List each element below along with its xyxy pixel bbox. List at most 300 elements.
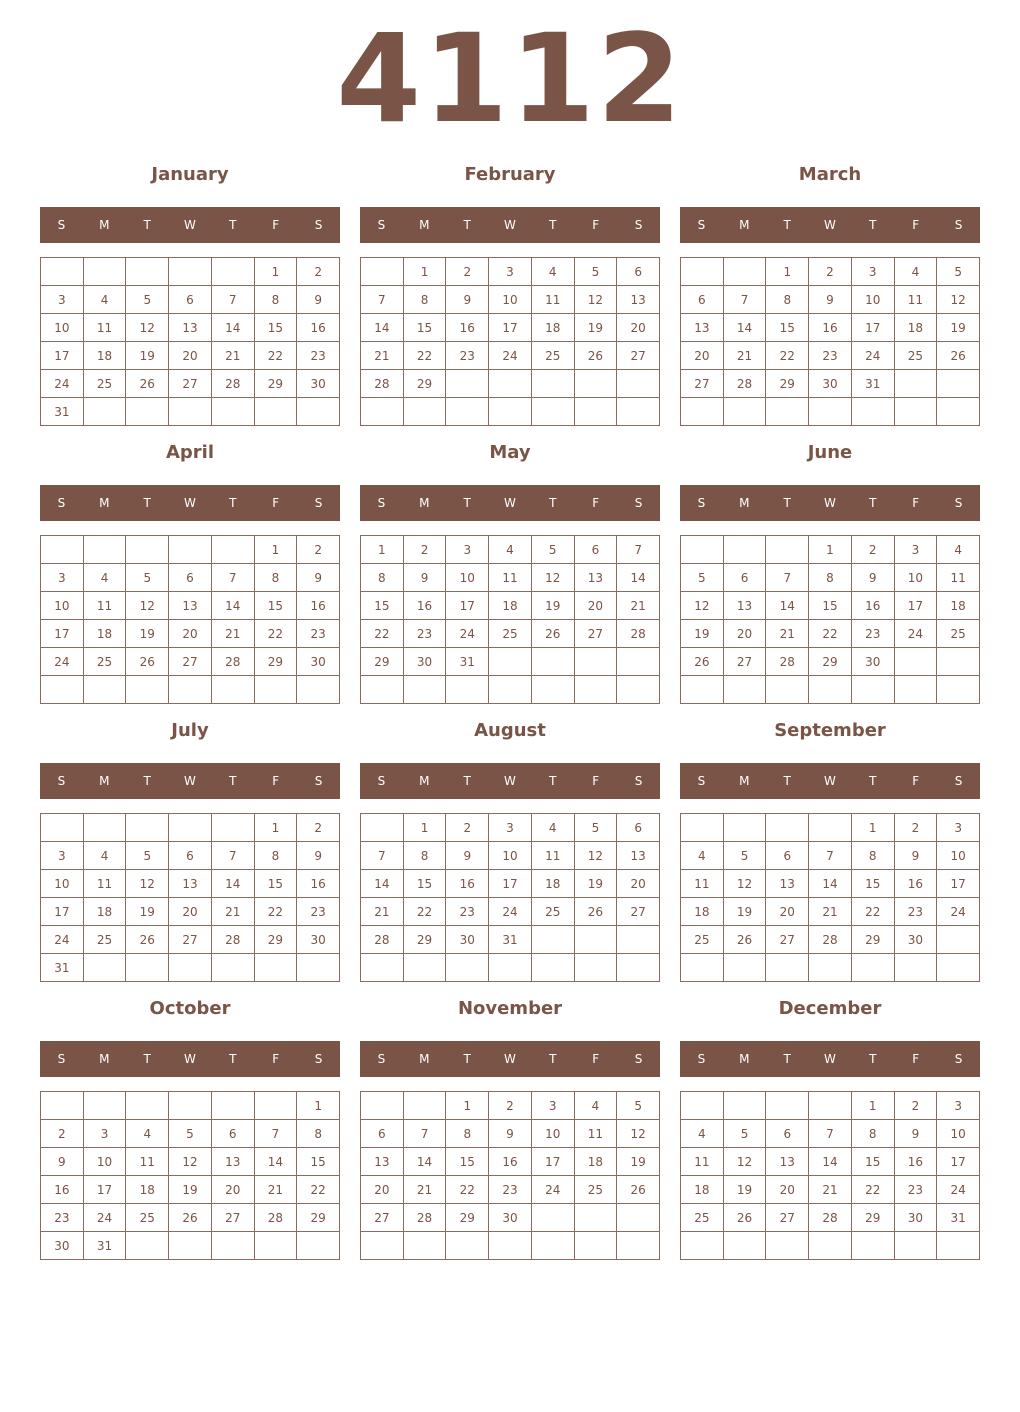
weekday-label: T — [783, 774, 791, 788]
weekday-label: W — [504, 218, 516, 232]
day-cell: 25 — [126, 1204, 169, 1232]
day-cell: 12 — [126, 592, 169, 620]
day-cell: 10 — [41, 592, 84, 620]
weekday-label: F — [912, 774, 920, 788]
day-cell: 26 — [937, 342, 980, 370]
weekday-label: S — [314, 774, 323, 788]
day-cell: 16 — [446, 870, 489, 898]
day-cell: 28 — [766, 648, 809, 676]
day-cell: 13 — [724, 592, 767, 620]
day-cell: 28 — [809, 1204, 852, 1232]
day-cell: 16 — [446, 314, 489, 342]
day-cell: 9 — [852, 564, 895, 592]
day-cell — [169, 258, 212, 286]
day-cell: 4 — [126, 1120, 169, 1148]
day-cell: 17 — [489, 870, 532, 898]
day-cell: 10 — [41, 870, 84, 898]
day-cell — [361, 1092, 404, 1120]
day-cell: 13 — [766, 870, 809, 898]
day-cell: 10 — [937, 842, 980, 870]
day-cell: 7 — [404, 1120, 447, 1148]
day-cell — [895, 398, 938, 426]
day-cell — [766, 1092, 809, 1120]
day-cell: 20 — [617, 870, 660, 898]
day-cell: 22 — [255, 620, 298, 648]
day-cell: 10 — [446, 564, 489, 592]
day-cell — [809, 676, 852, 704]
day-cell: 31 — [937, 1204, 980, 1232]
day-cell: 27 — [361, 1204, 404, 1232]
day-cell — [809, 814, 852, 842]
day-cell: 22 — [404, 898, 447, 926]
day-cell — [446, 954, 489, 982]
day-cell: 31 — [489, 926, 532, 954]
day-cell: 23 — [41, 1204, 84, 1232]
weekday-label: W — [184, 496, 196, 510]
day-cell — [212, 536, 255, 564]
day-grid — [360, 535, 660, 704]
weekday-header — [680, 207, 980, 243]
day-cell — [617, 1204, 660, 1232]
weekday-label: T — [869, 218, 877, 232]
day-cell: 3 — [937, 814, 980, 842]
day-cell: 20 — [724, 620, 767, 648]
day-cell: 7 — [809, 1120, 852, 1148]
weekday-label: T — [549, 218, 557, 232]
day-cell: 29 — [361, 648, 404, 676]
month-name: November — [457, 998, 563, 1019]
day-cell: 8 — [255, 842, 298, 870]
day-cell: 12 — [724, 870, 767, 898]
day-cell: 26 — [126, 370, 169, 398]
day-cell: 30 — [809, 370, 852, 398]
day-cell: 18 — [532, 870, 575, 898]
day-cell — [84, 676, 127, 704]
day-cell: 12 — [617, 1120, 660, 1148]
day-cell: 15 — [766, 314, 809, 342]
day-cell: 1 — [766, 258, 809, 286]
day-cell: 17 — [41, 898, 84, 926]
day-cell — [489, 954, 532, 982]
day-cell: 13 — [766, 1148, 809, 1176]
day-cell: 19 — [126, 342, 169, 370]
day-cell: 15 — [255, 870, 298, 898]
day-cell: 18 — [681, 1176, 724, 1204]
weekday-label: F — [272, 218, 280, 232]
weekday-label: T — [143, 496, 151, 510]
day-cell — [724, 398, 767, 426]
day-cell: 28 — [724, 370, 767, 398]
month-name: December — [778, 998, 882, 1019]
day-cell: 4 — [681, 842, 724, 870]
day-cell: 13 — [169, 870, 212, 898]
day-cell: 15 — [809, 592, 852, 620]
day-cell — [575, 648, 618, 676]
day-cell: 1 — [255, 814, 298, 842]
weekday-label: M — [739, 1052, 750, 1066]
day-cell: 29 — [255, 926, 298, 954]
day-cell: 29 — [404, 926, 447, 954]
day-cell: 9 — [404, 564, 447, 592]
weekday-header — [40, 485, 340, 521]
day-cell — [404, 676, 447, 704]
day-cell: 11 — [575, 1120, 618, 1148]
weekday-label: M — [739, 496, 750, 510]
day-cell — [489, 676, 532, 704]
day-cell: 15 — [255, 314, 298, 342]
day-cell: 17 — [937, 1148, 980, 1176]
day-cell: 9 — [895, 842, 938, 870]
weekday-label: S — [697, 774, 706, 788]
day-cell — [297, 1232, 340, 1260]
day-cell — [169, 1232, 212, 1260]
day-cell: 5 — [681, 564, 724, 592]
weekday-label: M — [99, 218, 110, 232]
day-cell — [446, 398, 489, 426]
day-cell: 15 — [255, 592, 298, 620]
day-cell: 26 — [724, 926, 767, 954]
day-cell: 13 — [169, 592, 212, 620]
day-cell: 26 — [575, 898, 618, 926]
day-cell: 17 — [41, 342, 84, 370]
day-cell — [724, 1092, 767, 1120]
day-cell — [532, 954, 575, 982]
day-cell — [937, 398, 980, 426]
day-cell: 23 — [404, 620, 447, 648]
day-cell: 4 — [937, 536, 980, 564]
day-cell: 25 — [532, 342, 575, 370]
day-cell: 1 — [852, 1092, 895, 1120]
day-cell: 31 — [41, 398, 84, 426]
weekday-header — [680, 485, 980, 521]
day-cell — [724, 676, 767, 704]
day-cell: 1 — [361, 536, 404, 564]
day-cell — [852, 398, 895, 426]
weekday-label: S — [697, 218, 706, 232]
day-cell — [404, 1092, 447, 1120]
day-cell: 22 — [852, 1176, 895, 1204]
day-cell: 17 — [532, 1148, 575, 1176]
weekday-header — [680, 1041, 980, 1077]
day-cell: 4 — [84, 564, 127, 592]
day-cell: 26 — [126, 926, 169, 954]
day-cell — [84, 398, 127, 426]
day-cell: 8 — [255, 286, 298, 314]
day-cell: 1 — [404, 814, 447, 842]
day-cell — [895, 1232, 938, 1260]
day-cell: 6 — [617, 258, 660, 286]
weekday-label: W — [504, 496, 516, 510]
day-cell — [532, 1204, 575, 1232]
day-cell — [766, 536, 809, 564]
day-cell — [766, 398, 809, 426]
day-cell: 24 — [532, 1176, 575, 1204]
weekday-label: F — [592, 218, 600, 232]
day-cell — [84, 536, 127, 564]
weekday-label: M — [99, 496, 110, 510]
weekday-label: W — [824, 774, 836, 788]
day-cell: 20 — [766, 898, 809, 926]
day-cell: 8 — [852, 1120, 895, 1148]
day-cell: 26 — [532, 620, 575, 648]
day-cell — [937, 926, 980, 954]
day-cell: 16 — [297, 314, 340, 342]
day-cell: 2 — [895, 1092, 938, 1120]
day-cell — [212, 258, 255, 286]
day-cell: 26 — [575, 342, 618, 370]
day-cell: 3 — [852, 258, 895, 286]
day-cell: 2 — [297, 536, 340, 564]
day-cell — [297, 954, 340, 982]
day-cell: 10 — [41, 314, 84, 342]
weekday-label: S — [697, 496, 706, 510]
day-cell: 28 — [809, 926, 852, 954]
day-cell: 10 — [895, 564, 938, 592]
day-cell — [169, 536, 212, 564]
weekday-label: T — [463, 1052, 471, 1066]
day-cell: 20 — [681, 342, 724, 370]
day-cell: 20 — [169, 898, 212, 926]
day-cell — [937, 370, 980, 398]
day-cell: 11 — [84, 592, 127, 620]
day-cell — [532, 676, 575, 704]
day-cell — [617, 926, 660, 954]
day-cell: 10 — [489, 842, 532, 870]
day-cell: 7 — [212, 286, 255, 314]
day-cell: 22 — [852, 898, 895, 926]
day-cell: 23 — [895, 898, 938, 926]
weekday-label: S — [57, 1052, 66, 1066]
weekday-label: T — [143, 1052, 151, 1066]
day-cell: 7 — [212, 564, 255, 592]
weekday-label: M — [99, 774, 110, 788]
day-cell: 18 — [532, 314, 575, 342]
day-cell — [255, 676, 298, 704]
day-cell — [169, 954, 212, 982]
day-cell: 21 — [809, 1176, 852, 1204]
day-cell: 21 — [255, 1176, 298, 1204]
day-cell: 2 — [895, 814, 938, 842]
day-cell: 26 — [169, 1204, 212, 1232]
day-cell — [724, 536, 767, 564]
day-cell: 2 — [446, 814, 489, 842]
day-cell: 23 — [489, 1176, 532, 1204]
day-cell — [681, 398, 724, 426]
day-cell — [126, 536, 169, 564]
day-cell: 3 — [41, 564, 84, 592]
day-cell: 22 — [255, 898, 298, 926]
day-cell — [446, 370, 489, 398]
day-cell: 19 — [724, 898, 767, 926]
day-cell: 4 — [575, 1092, 618, 1120]
day-cell: 3 — [895, 536, 938, 564]
day-cell: 12 — [575, 842, 618, 870]
day-cell: 19 — [126, 620, 169, 648]
day-cell — [212, 814, 255, 842]
day-cell: 9 — [489, 1120, 532, 1148]
weekday-label: S — [314, 1052, 323, 1066]
day-grid — [360, 1091, 660, 1260]
day-cell: 21 — [212, 342, 255, 370]
day-cell: 26 — [126, 648, 169, 676]
day-cell: 27 — [169, 648, 212, 676]
day-cell: 19 — [126, 898, 169, 926]
day-cell: 21 — [212, 620, 255, 648]
day-cell: 6 — [361, 1120, 404, 1148]
day-cell: 29 — [852, 926, 895, 954]
day-cell — [617, 676, 660, 704]
day-cell — [212, 954, 255, 982]
day-cell: 1 — [255, 536, 298, 564]
day-cell — [41, 814, 84, 842]
day-cell — [212, 1232, 255, 1260]
day-cell — [126, 258, 169, 286]
day-cell: 10 — [937, 1120, 980, 1148]
day-cell: 10 — [489, 286, 532, 314]
day-grid — [360, 257, 660, 426]
day-cell: 9 — [446, 842, 489, 870]
day-cell — [937, 648, 980, 676]
day-cell: 24 — [41, 648, 84, 676]
day-cell — [766, 814, 809, 842]
day-cell: 2 — [297, 814, 340, 842]
day-cell — [681, 1232, 724, 1260]
day-grid — [680, 535, 980, 704]
day-cell — [126, 1092, 169, 1120]
day-cell: 25 — [84, 926, 127, 954]
day-cell: 30 — [41, 1232, 84, 1260]
day-cell: 19 — [575, 314, 618, 342]
day-cell: 27 — [212, 1204, 255, 1232]
weekday-label: M — [739, 774, 750, 788]
day-cell — [617, 954, 660, 982]
weekday-label: F — [592, 1052, 600, 1066]
day-cell — [169, 398, 212, 426]
day-cell: 11 — [489, 564, 532, 592]
day-cell: 29 — [766, 370, 809, 398]
weekday-label: M — [419, 496, 430, 510]
day-cell: 27 — [724, 648, 767, 676]
day-cell: 6 — [766, 842, 809, 870]
weekday-label: S — [377, 496, 386, 510]
day-cell: 17 — [41, 620, 84, 648]
day-cell: 13 — [212, 1148, 255, 1176]
day-cell: 18 — [84, 620, 127, 648]
weekday-label: T — [549, 774, 557, 788]
day-cell — [126, 1232, 169, 1260]
day-cell: 15 — [852, 870, 895, 898]
day-cell: 27 — [575, 620, 618, 648]
day-cell: 13 — [617, 286, 660, 314]
day-cell: 27 — [766, 926, 809, 954]
day-cell — [937, 1232, 980, 1260]
weekday-header — [360, 1041, 660, 1077]
day-grid — [680, 813, 980, 982]
day-cell: 25 — [895, 342, 938, 370]
day-cell: 26 — [724, 1204, 767, 1232]
day-cell: 28 — [255, 1204, 298, 1232]
weekday-label: F — [272, 774, 280, 788]
day-grid — [360, 813, 660, 982]
day-cell: 25 — [84, 648, 127, 676]
day-cell: 17 — [852, 314, 895, 342]
day-cell: 25 — [489, 620, 532, 648]
day-cell: 16 — [489, 1148, 532, 1176]
day-cell: 14 — [212, 870, 255, 898]
day-cell — [681, 536, 724, 564]
day-cell: 16 — [41, 1176, 84, 1204]
weekday-label: W — [824, 218, 836, 232]
day-cell: 22 — [404, 342, 447, 370]
day-cell: 18 — [84, 342, 127, 370]
weekday-label: F — [272, 496, 280, 510]
day-cell: 29 — [255, 370, 298, 398]
day-cell: 31 — [446, 648, 489, 676]
day-cell — [532, 926, 575, 954]
day-cell — [617, 370, 660, 398]
day-grid — [40, 813, 340, 982]
day-cell: 25 — [937, 620, 980, 648]
day-cell: 16 — [895, 870, 938, 898]
day-cell: 29 — [852, 1204, 895, 1232]
day-cell: 26 — [617, 1176, 660, 1204]
day-cell: 24 — [41, 926, 84, 954]
day-cell: 25 — [575, 1176, 618, 1204]
day-cell: 28 — [617, 620, 660, 648]
day-cell: 28 — [361, 926, 404, 954]
day-cell: 7 — [809, 842, 852, 870]
day-cell — [895, 676, 938, 704]
day-cell: 22 — [255, 342, 298, 370]
day-cell — [617, 1232, 660, 1260]
weekday-header — [360, 485, 660, 521]
day-cell: 15 — [297, 1148, 340, 1176]
day-cell: 18 — [681, 898, 724, 926]
day-cell — [255, 1092, 298, 1120]
day-cell: 13 — [617, 842, 660, 870]
day-cell — [297, 676, 340, 704]
weekday-label: W — [504, 774, 516, 788]
day-cell — [575, 1232, 618, 1260]
day-cell: 3 — [84, 1120, 127, 1148]
day-cell — [852, 954, 895, 982]
weekday-label: T — [463, 774, 471, 788]
day-cell: 27 — [766, 1204, 809, 1232]
day-cell: 4 — [532, 258, 575, 286]
day-cell — [809, 1092, 852, 1120]
day-cell — [766, 954, 809, 982]
day-cell — [575, 1204, 618, 1232]
weekday-label: S — [954, 496, 963, 510]
day-cell — [126, 814, 169, 842]
day-cell — [446, 676, 489, 704]
day-cell — [809, 398, 852, 426]
day-cell: 21 — [766, 620, 809, 648]
day-cell — [404, 398, 447, 426]
weekday-header — [360, 207, 660, 243]
day-cell: 5 — [724, 842, 767, 870]
day-cell: 16 — [852, 592, 895, 620]
weekday-label: M — [419, 218, 430, 232]
day-cell: 3 — [41, 286, 84, 314]
day-cell: 20 — [617, 314, 660, 342]
day-cell: 10 — [532, 1120, 575, 1148]
day-cell: 28 — [212, 648, 255, 676]
day-cell: 17 — [84, 1176, 127, 1204]
day-cell — [852, 1232, 895, 1260]
day-cell: 14 — [809, 1148, 852, 1176]
day-cell — [489, 398, 532, 426]
